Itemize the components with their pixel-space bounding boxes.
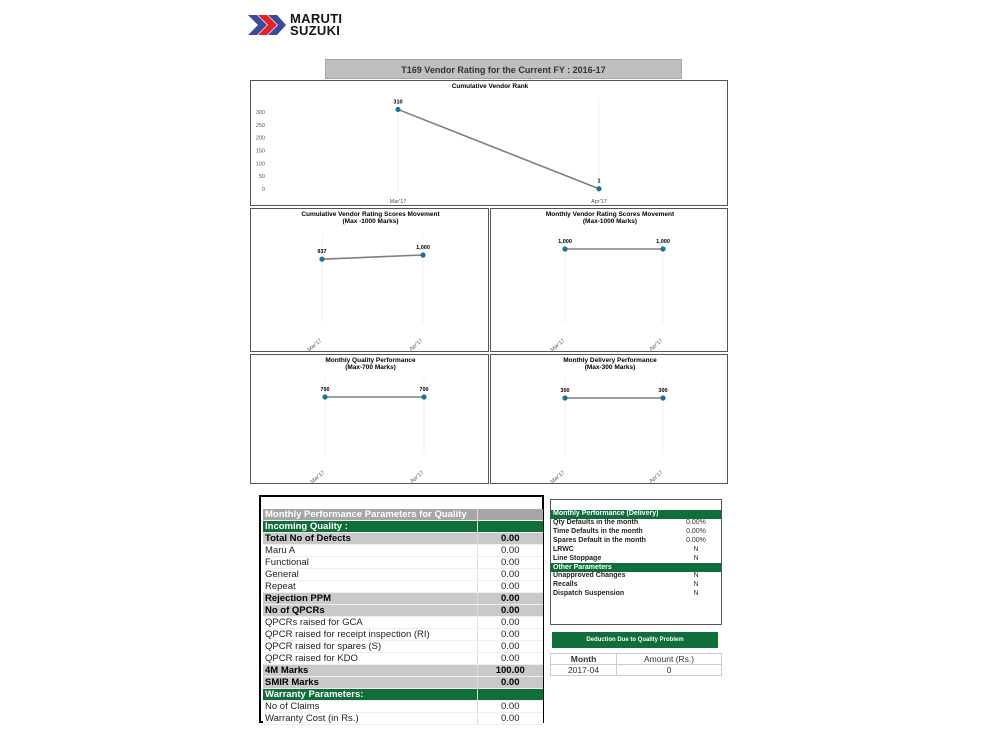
quality-value [477,509,543,521]
quality-row [263,521,543,533]
x-tick-label: Mar'17 [306,337,324,353]
rank-point [596,186,601,191]
cum-score-series-line [322,255,423,259]
delivery-value: N [693,554,699,562]
amount-value: 0 [617,665,722,676]
quality-row [263,557,543,569]
delivery-value: 0.00% [686,536,706,544]
quality-label: Incoming Quality : [263,521,477,533]
quality-label: Warranty Parameters: [263,689,477,701]
month-score-svg [491,209,729,353]
month-score-data-label: 1,000 [656,239,670,245]
deduction-quality-button[interactable]: Deduction Due to Quality Problem [552,632,718,648]
delivery-label: Unapproved Changes [553,572,626,580]
quality-row [263,629,543,641]
quality-label: No of QPCRs [263,605,477,617]
delivery-row [551,572,721,581]
quality-label: QPCR raised for receipt inspection (RI) [263,629,477,641]
monthly-quality-chart [250,354,489,484]
quality-label: General [263,569,477,581]
month-score-point [660,246,665,251]
quality-point [322,394,327,399]
quality-value: 0.00 [477,533,543,545]
delivery-row [551,563,721,572]
quality-label: Functional [263,557,477,569]
quality-parameters-table [263,509,543,725]
quality-point [421,394,426,399]
amount-header: Amount (Rs.) [617,654,722,665]
delivery-point [660,395,665,400]
quality-row [263,533,543,545]
quality-label: QPCRs raised for GCA [263,617,477,629]
x-tick-label: Mar'17 [549,469,567,485]
rank-data-label: 310 [393,99,403,106]
cum-score-subtitle: (Max -1000 Marks) [342,218,399,225]
cumulative-vendor-rank-chart [250,80,728,206]
y-tick-label: 250 [255,122,265,129]
y-tick-label: 200 [255,135,265,142]
rank-point [395,107,400,112]
quality-value: 0.00 [477,593,543,605]
quality-value: 0.00 [477,713,543,725]
quality-value: 0.00 [477,557,543,569]
quality-row [263,653,543,665]
delivery-data-label: 300 [658,388,668,394]
delivery-title: Monthly Delivery Performance [563,357,657,364]
y-tick-label: 150 [255,148,265,155]
delivery-label: Spares Default in the month [553,536,646,544]
quality-row [263,713,543,725]
quality-row [263,581,543,593]
quality-subtitle: (Max-700 Marks) [345,364,396,371]
quality-row [263,677,543,689]
delivery-data-label: 300 [560,388,570,394]
cum-score-data-label: 1,000 [416,245,430,251]
x-tick-label: Apr'17 [408,337,425,353]
quality-label: QPCR raised for spares (S) [263,641,477,653]
logo-line1: MARUTI [290,11,343,26]
quality-label: QPCR raised for KDO [263,653,477,665]
quality-data-label: 700 [419,387,429,393]
quality-value: 0.00 [477,605,543,617]
quality-row [263,701,543,713]
cum-score-point [319,257,324,262]
delivery-value: N [693,572,699,580]
delivery-parameters-table [551,510,721,599]
y-tick-label: 300 [255,110,265,116]
delivery-value [671,563,721,572]
quality-value [477,689,543,701]
delivery-row [551,590,721,599]
delivery-label: Line Stoppage [553,554,602,562]
quality-value: 0.00 [477,653,543,665]
delivery-row [551,537,721,546]
quality-row [263,665,543,677]
quality-parameters-box [259,495,544,723]
delivery-point [562,395,567,400]
quality-label: SMIR Marks [263,677,477,689]
quality-row [263,641,543,653]
cumulative-score-chart [250,208,489,352]
logo-line2: SUZUKI [290,23,341,38]
quality-title: Monthly Quality Performance [325,357,416,364]
rank-data-label: 1 [597,178,601,185]
quality-row [263,545,543,557]
month-score-subtitle: (Max-1000 Marks) [582,218,638,225]
delivery-row [551,546,721,555]
quality-value: 0.00 [477,677,543,689]
x-tick-label: Apr'17 [409,469,426,485]
quality-label: Total No of Defects [263,533,477,545]
quality-value [477,521,543,533]
delivery-label: Recalls [553,581,578,589]
quality-row [263,605,543,617]
quality-row [263,617,543,629]
rank-svg [251,81,729,207]
cum-score-svg [251,209,490,353]
cum-score-data-label: 937 [317,249,327,256]
x-tick-label: Mar'17 [389,199,407,205]
cum-score-title: Cumulative Vendor Rating Scores Movement [301,211,440,218]
delivery-row [551,528,721,537]
quality-value: 0.00 [477,545,543,557]
delivery-label: Monthly Performance (Delivery) [551,510,671,519]
quality-row [263,509,543,521]
monthly-delivery-chart [490,354,728,484]
month-value: 2017-04 [551,665,617,676]
quality-value: 0.00 [477,581,543,593]
delivery-label: Qty Defaults in the month [553,519,639,527]
quality-value: 0.00 [477,641,543,653]
deduction-amount-table [550,653,722,676]
maruti-suzuki-logo [248,12,368,38]
quality-label: 4M Marks [263,665,477,677]
x-tick-label: Apr'17 [648,469,665,485]
month-score-data-label: 1,000 [558,239,572,245]
delivery-svg [491,355,729,485]
delivery-value: 0.00% [686,527,706,535]
quality-label: Warranty Cost (in Rs.) [263,713,477,725]
cum-score-point [420,252,425,257]
logo-text [290,13,342,37]
month-score-point [562,246,567,251]
y-tick-label: 100 [255,161,265,168]
suzuki-s-icon [248,13,286,37]
y-tick-label: 50 [258,174,265,181]
delivery-row [551,510,721,519]
quality-data-label: 700 [320,387,330,393]
delivery-value [671,510,721,519]
page-title: T169 Vendor Rating for the Current FY : 2016-17 [325,59,682,79]
quality-value: 0.00 [477,569,543,581]
delivery-value: N [693,581,699,589]
quality-label: Maru A [263,545,477,557]
quality-label: No of Claims [263,701,477,713]
month-header: Month [551,654,617,665]
y-tick-label: 0 [261,187,265,193]
delivery-value: 0.00% [686,519,706,527]
delivery-value: N [693,590,699,598]
delivery-label: LRWC [553,545,574,553]
quality-value: 0.00 [477,701,543,713]
quality-value: 0.00 [477,629,543,641]
quality-label: Rejection PPM [263,593,477,605]
quality-svg [251,355,490,485]
delivery-value: N [693,545,699,553]
month-score-title: Monthly Vendor Rating Scores Movement [545,211,675,218]
delivery-label: Time Defaults in the month [553,527,643,535]
quality-label: Repeat [263,581,477,593]
rank-series-line [398,109,599,188]
quality-row [263,689,543,701]
delivery-label: Other Parameters [551,563,671,572]
delivery-row [551,581,721,590]
monthly-score-chart [490,208,728,352]
x-tick-label: Apr'17 [591,199,607,205]
delivery-parameters-box [550,499,722,625]
quality-row [263,569,543,581]
delivery-subtitle: (Max-300 Marks) [584,364,636,371]
quality-value: 0.00 [477,617,543,629]
delivery-row [551,519,721,528]
quality-row [263,593,543,605]
x-tick-label: Apr'17 [648,337,665,353]
rank-title: Cumulative Vendor Rank [451,83,529,90]
quality-label: Monthly Performance Parameters for Quality [263,509,477,521]
delivery-row [551,554,721,563]
delivery-label: Dispatch Suspension [553,590,625,598]
quality-value: 100.00 [477,665,543,677]
x-tick-label: Mar'17 [309,469,327,485]
x-tick-label: Mar'17 [549,337,567,353]
